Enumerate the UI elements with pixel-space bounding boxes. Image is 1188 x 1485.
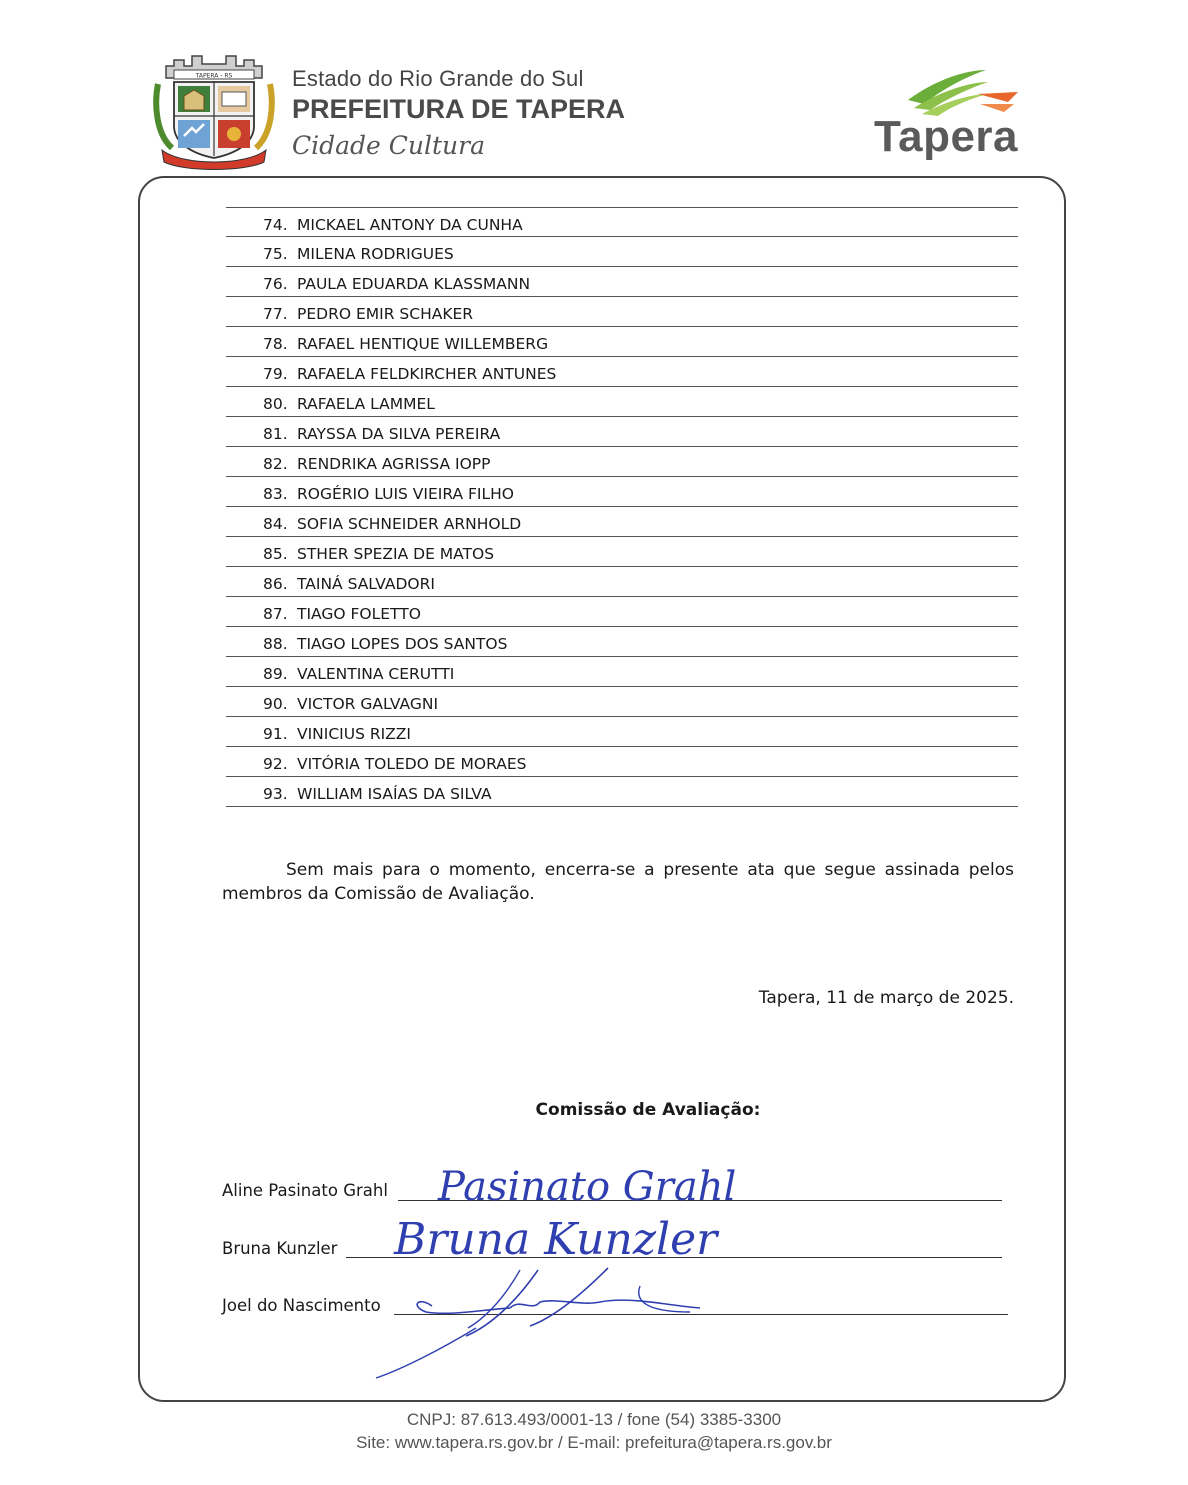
signatory-name: Joel do Nascimento — [222, 1296, 381, 1315]
list-item — [226, 417, 1018, 447]
item-number: 91. — [263, 725, 288, 743]
item-name: MILENA RODRIGUES — [297, 245, 454, 263]
item-name: MICKAEL ANTONY DA CUNHA — [297, 216, 523, 234]
item-name: RAFAELA LAMMEL — [297, 395, 435, 413]
prefecture-name: PREFEITURA DE TAPERA — [292, 94, 626, 124]
list-item — [226, 327, 1018, 357]
item-number: 85. — [263, 545, 288, 563]
item-number: 81. — [263, 425, 288, 443]
footer-cnpj: CNPJ: 87.613.493/0001-13 / fone (54) 3385-3300 — [406, 1410, 782, 1429]
list-item — [226, 297, 1018, 327]
list-item — [226, 537, 1018, 567]
item-number: 75. — [263, 245, 288, 263]
signatory-name: Aline Pasinato Grahl — [222, 1181, 388, 1200]
list-item — [226, 657, 1018, 687]
municipal-crest-icon — [152, 44, 276, 172]
committee-title: Comissão de Avaliação: — [535, 1100, 761, 1120]
list-item — [226, 237, 1018, 267]
signatory-name: Bruna Kunzler — [222, 1239, 338, 1258]
item-name: VITÓRIA TOLEDO DE MORAES — [297, 755, 527, 773]
handwritten-signature: Pasinato Grahl — [438, 1164, 737, 1210]
list-item — [226, 717, 1018, 747]
item-number: 92. — [263, 755, 288, 773]
item-number: 87. — [263, 605, 288, 623]
list-item — [226, 507, 1018, 537]
list-item — [226, 747, 1018, 777]
item-name: STHER SPEZIA DE MATOS — [297, 545, 495, 563]
item-number: 82. — [263, 455, 288, 473]
item-name: VINICIUS RIZZI — [297, 725, 411, 743]
item-name: WILLIAM ISAÍAS DA SILVA — [297, 785, 492, 803]
document-date: Tapera, 11 de março de 2025. — [758, 988, 1014, 1008]
item-number: 74. — [263, 216, 288, 234]
closing-text: Sem mais para o momento, encerra-se a presente ata que segue assinada pelos membros da Comissão de Avaliação. — [222, 860, 1014, 904]
item-name: TIAGO LOPES DOS SANTOS — [297, 635, 508, 653]
item-number: 79. — [263, 365, 288, 383]
item-name: ROGÉRIO LUIS VIEIRA FILHO — [297, 485, 514, 503]
item-name: RAFAEL HENTIQUE WILLEMBERG — [297, 335, 549, 353]
list-item — [226, 477, 1018, 507]
item-number: 80. — [263, 395, 288, 413]
handwritten-signature: Bruna Kunzler — [394, 1214, 718, 1265]
list-item — [226, 447, 1018, 477]
list-item — [226, 687, 1018, 717]
joel-signature-scribble — [370, 1262, 710, 1382]
list-item — [226, 387, 1018, 417]
item-name: RENDRIKA AGRISSA IOPP — [297, 455, 491, 473]
list-item — [226, 597, 1018, 627]
footer-contact: Site: www.tapera.rs.gov.br / E-mail: prefeitura@tapera.rs.gov.br — [356, 1433, 832, 1452]
item-name: RAFAELA FELDKIRCHER ANTUNES — [297, 365, 557, 383]
list-item — [226, 567, 1018, 597]
participant-list — [226, 207, 1018, 807]
item-number: 78. — [263, 335, 288, 353]
item-number: 86. — [263, 575, 288, 593]
item-name: PAULA EDUARDA KLASSMANN — [297, 275, 531, 293]
list-item — [226, 267, 1018, 297]
list-item — [226, 777, 1018, 807]
list-item — [226, 627, 1018, 657]
item-name: PEDRO EMIR SCHAKER — [297, 305, 474, 323]
list-item — [226, 357, 1018, 387]
closing-paragraph — [222, 858, 1014, 906]
item-name: VALENTINA CERUTTI — [297, 665, 455, 683]
brand-name: Tapera — [874, 112, 1019, 161]
item-name: TIAGO FOLETTO — [297, 605, 421, 623]
item-name: RAYSSA DA SILVA PEREIRA — [297, 425, 501, 443]
list-item — [226, 207, 1018, 237]
item-number: 88. — [263, 635, 288, 653]
item-name: SOFIA SCHNEIDER ARNHOLD — [297, 515, 522, 533]
item-number: 84. — [263, 515, 288, 533]
item-number: 77. — [263, 305, 288, 323]
item-name: VICTOR GALVAGNI — [297, 695, 439, 713]
item-number: 89. — [263, 665, 288, 683]
item-number: 83. — [263, 485, 288, 503]
motto: Cidade Cultura — [292, 131, 486, 160]
item-number: 90. — [263, 695, 288, 713]
item-number: 93. — [263, 785, 288, 803]
item-number: 76. — [263, 275, 288, 293]
state-name: Estado do Rio Grande do Sul — [292, 66, 584, 91]
item-name: TAINÁ SALVADORI — [297, 575, 435, 593]
crest-caption: TAPERA - RS — [195, 72, 233, 80]
